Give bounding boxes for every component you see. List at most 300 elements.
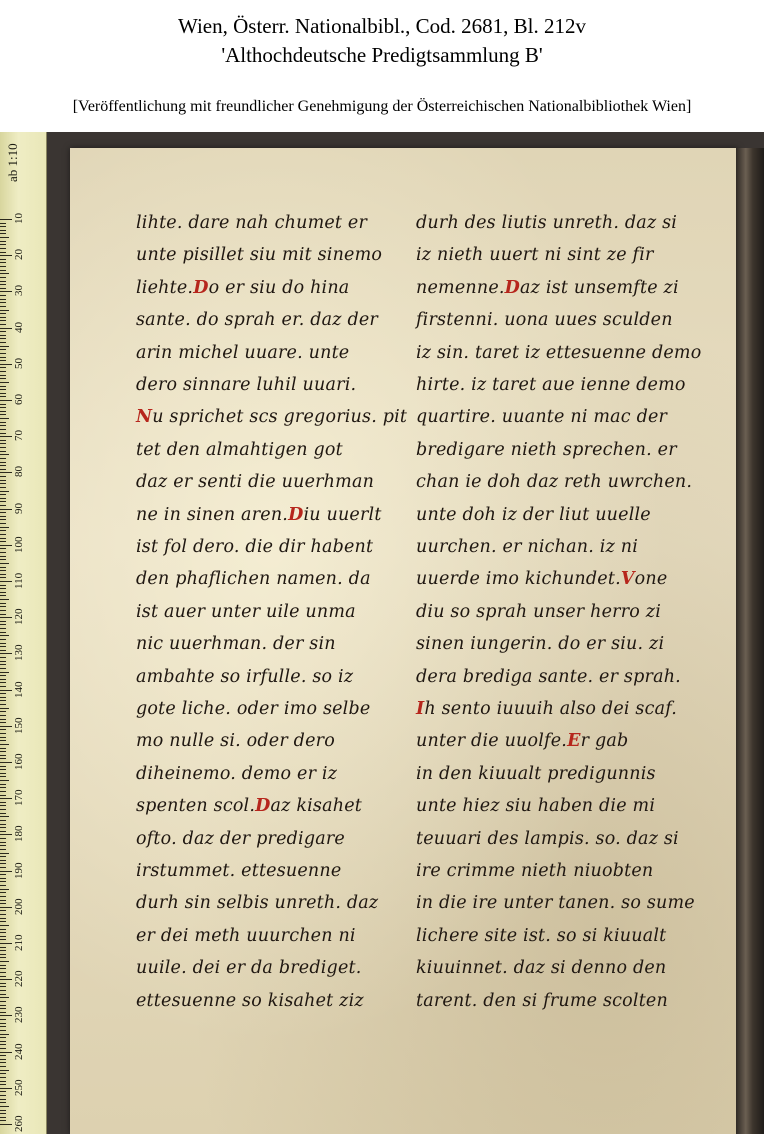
ruler-tick: [0, 914, 6, 915]
ruler-tick: [0, 805, 6, 806]
ruler-tick: [0, 371, 6, 372]
ruler-tick: [0, 892, 6, 893]
manuscript-line: [416, 694, 677, 724]
ruler-tick: [0, 939, 6, 940]
ruler-tick: [0, 1026, 6, 1027]
line-text: nic uuerhman. der sin: [136, 634, 336, 655]
ruler-tick: [0, 1055, 6, 1056]
ruler-tick: [0, 299, 6, 300]
ruler-tick: [0, 259, 6, 260]
line-text: ist fol dero. die dir habent: [136, 537, 374, 557]
ruler-tick: [0, 1095, 6, 1096]
ruler-tick: [0, 556, 6, 557]
ruler-tick: [0, 574, 6, 575]
ruler-tick: [0, 436, 12, 437]
ruler-tick: [0, 968, 6, 969]
ruler-tick: [0, 498, 6, 499]
ruler-tick: [0, 454, 9, 455]
ruler-tick: [0, 1077, 6, 1078]
line-text: durh sin selbis unreth. daz: [136, 893, 379, 914]
manuscript-line: [136, 305, 378, 335]
ruler-tick: [0, 842, 6, 843]
line-text: sante. do sprah er. daz der: [136, 310, 378, 331]
ruler-tick: [0, 360, 6, 361]
ruler-tick: [0, 733, 6, 734]
manuscript-line: [136, 467, 374, 497]
ruler-tick: [0, 472, 12, 473]
line-text: diu so sprah unser herro zi: [416, 601, 662, 622]
manuscript-line: [416, 597, 661, 627]
ruler-tick: [0, 672, 9, 673]
ruler-tick: [0, 700, 6, 701]
ruler-tick: [0, 505, 6, 506]
ruler-tick: [0, 664, 6, 665]
ruler-tick: [0, 635, 9, 636]
ruler-tick: [0, 1102, 6, 1103]
ruler-tick: [0, 494, 6, 495]
ruler-tick: [0, 414, 6, 415]
ruler-tick: [0, 824, 6, 825]
manuscript-line: [416, 629, 664, 659]
line-text: az ist unsemfte zi: [520, 277, 679, 298]
manuscript-line: [416, 564, 667, 594]
manuscript-line: [416, 240, 654, 270]
line-text: u sprichet scs gregorius. pit: [152, 407, 408, 428]
ruler-tick: [0, 1113, 6, 1114]
ruler-tick: [0, 1008, 6, 1009]
ruler-tick: [0, 244, 6, 245]
ruler-number: 210: [13, 934, 25, 952]
measuring-ruler: [0, 132, 47, 1134]
ruler-tick: [0, 255, 12, 256]
manuscript-line: [416, 467, 692, 497]
ruler-number: 130: [13, 645, 25, 662]
ruler-tick: [0, 487, 6, 488]
ruler-tick: [0, 288, 6, 289]
ruler-tick: [0, 603, 6, 604]
ruler-tick: [0, 668, 6, 669]
line-text: iz nieth uuert ni sint ze fir: [416, 245, 654, 266]
line-text: uurchen. er nichan. iz ni: [416, 537, 639, 557]
ruler-tick: [0, 867, 6, 868]
ruler-tick: [0, 364, 12, 365]
line-text: ambahte so irfulle. so iz: [136, 666, 354, 687]
ruler-tick: [0, 219, 12, 220]
rubric-initial: N: [136, 407, 153, 428]
ruler-tick: [0, 802, 6, 803]
ruler-tick: [0, 331, 6, 332]
ruler-tick: [0, 729, 6, 730]
ruler-tick: [0, 230, 6, 231]
ruler-tick: [0, 690, 12, 691]
ruler-number: 140: [13, 681, 25, 698]
ruler-tick: [0, 1084, 6, 1085]
ruler-tick: [0, 972, 6, 973]
ruler-tick: [0, 1015, 12, 1016]
ruler-tick: [0, 834, 12, 835]
page-title: Wien, Österr. Nationalbibl., Cod. 2681, Bl. 212v: [177, 14, 587, 38]
manuscript-line: [416, 662, 681, 692]
line-text: unte hiez siu haben die mi: [416, 796, 656, 817]
manuscript-line: [136, 791, 362, 821]
ruler-tick: [0, 349, 6, 350]
left-text-column: [136, 208, 416, 1028]
ruler-tick: [0, 541, 6, 542]
ruler-tick: [0, 418, 9, 419]
ruler-tick: [0, 501, 6, 502]
ruler-tick: [0, 697, 6, 698]
manuscript-line: [416, 402, 667, 432]
ruler-tick: [0, 748, 6, 749]
ruler-number: 160: [13, 753, 25, 771]
line-text: dera brediga sante. er sprah.: [416, 666, 681, 687]
line-text: daz er senti die uuerhman: [136, 472, 375, 493]
ruler-tick: [0, 1124, 12, 1125]
ruler-tick: [0, 400, 12, 401]
ruler-tick: [0, 1041, 6, 1042]
line-text: hirte. iz taret aue ienne demo: [416, 375, 686, 395]
ruler-tick: [0, 248, 6, 249]
ruler-tick: [0, 447, 6, 448]
ruler-tick: [0, 650, 6, 651]
manuscript-line: [136, 953, 362, 983]
ruler-tick: [0, 878, 6, 879]
ruler-tick: [0, 610, 6, 611]
ruler-number: 250: [13, 1079, 25, 1097]
ruler-tick: [0, 617, 12, 618]
ruler-tick: [0, 1012, 6, 1013]
ruler-tick: [0, 1001, 6, 1002]
line-text: arin michel uuare. unte: [136, 342, 350, 363]
ruler-tick: [0, 1037, 6, 1038]
manuscript-line: [416, 305, 673, 335]
ruler-tick: [0, 396, 6, 397]
ruler-tick: [0, 563, 9, 564]
line-text: chan ie doh daz reth uwrchen.: [416, 472, 693, 493]
ruler-tick: [0, 693, 6, 694]
line-text: in den kiuualt predigunnis: [416, 763, 656, 784]
line-text: firstenni. uona uues sculden: [416, 310, 673, 331]
ruler-tick: [0, 585, 6, 586]
ruler-tick: [0, 1062, 6, 1063]
ruler-tick: [0, 932, 6, 933]
ruler-tick: [0, 310, 9, 311]
ruler-tick: [0, 653, 12, 654]
ruler-tick: [0, 548, 6, 549]
ruler-tick: [0, 632, 6, 633]
line-text: er dei meth uuurchen ni: [136, 925, 356, 946]
line-text: ist auer unter uile unma: [136, 601, 356, 622]
ruler-tick: [0, 357, 6, 358]
line-text: den phaflichen namen. da: [136, 569, 371, 590]
line-text: az kisahet: [270, 796, 363, 817]
line-text: uuile. dei er da brediget.: [136, 958, 362, 979]
ruler-tick: [0, 512, 6, 513]
ruler-tick: [0, 860, 6, 861]
manuscript-line: [136, 662, 353, 692]
line-text: ofto. daz der predigare: [136, 828, 345, 849]
line-text: iz sin. taret iz ettesuenne demo: [416, 342, 702, 363]
rubric-initial: I: [416, 699, 425, 719]
manuscript-line: [136, 273, 349, 303]
ruler-tick: [0, 1117, 6, 1118]
ruler-tick: [0, 910, 6, 911]
ruler-tick: [0, 708, 9, 709]
manuscript-line: [416, 856, 653, 886]
ruler-tick: [0, 313, 6, 314]
line-text: lihte. dare nah chumet er: [136, 213, 368, 233]
ruler-tick: [0, 328, 12, 329]
line-text: ne in sinen aren.: [136, 504, 289, 525]
ruler-tick: [0, 570, 6, 571]
ruler-tick: [0, 715, 6, 716]
manuscript-line: [416, 208, 677, 238]
ruler-tick: [0, 335, 6, 336]
ruler-tick: [0, 657, 6, 658]
ruler-tick: [0, 534, 6, 535]
ruler-tick: [0, 266, 6, 267]
ruler-scale-label: ab 1:10: [5, 143, 20, 182]
manuscript-line: [136, 208, 367, 238]
ruler-tick: [0, 538, 6, 539]
manuscript-line: [416, 824, 679, 854]
ruler-tick: [0, 679, 6, 680]
ruler-tick: [0, 1081, 6, 1082]
ruler-tick: [0, 1091, 6, 1092]
rubric-initial: D: [193, 277, 209, 298]
ruler-tick: [0, 947, 6, 948]
ruler-tick: [0, 686, 6, 687]
ruler-tick: [0, 338, 6, 339]
ruler-tick: [0, 262, 6, 263]
ruler-tick: [0, 411, 6, 412]
ruler-tick: [0, 961, 9, 962]
ruler-tick: [0, 990, 6, 991]
manuscript-line: [136, 435, 343, 465]
ruler-tick: [0, 306, 6, 307]
permission-note: [Veröffentlichung mit freundlicher Genehmigung der Österreichischen Nationalbibliothek Wien]: [72, 98, 692, 115]
ruler-tick: [0, 527, 9, 528]
ruler-tick: [0, 784, 6, 785]
ruler-tick: [0, 346, 9, 347]
manuscript-line: [136, 240, 382, 270]
ruler-tick: [0, 769, 6, 770]
ruler-tick: [0, 965, 6, 966]
ruler-tick: [0, 425, 6, 426]
ruler-tick: [0, 950, 6, 951]
ruler-tick: [0, 758, 6, 759]
ruler-tick: [0, 751, 6, 752]
ruler-number: 60: [13, 394, 25, 406]
ruler-tick: [0, 595, 6, 596]
ruler-tick: [0, 530, 6, 531]
ruler-tick: [0, 722, 6, 723]
ruler-tick: [0, 1023, 6, 1024]
ruler-tick: [0, 628, 6, 629]
ruler-tick: [0, 711, 6, 712]
ruler-tick: [0, 816, 9, 817]
ruler-tick: [0, 994, 6, 995]
ruler-tick: [0, 943, 12, 944]
ruler-tick: [0, 599, 9, 600]
ruler-number: 20: [13, 249, 25, 261]
right-text-column: [416, 208, 736, 1028]
ruler-tick: [0, 226, 6, 227]
ruler-tick: [0, 393, 6, 394]
line-text: iu uuerlt: [303, 504, 382, 525]
ruler-number: 200: [13, 898, 25, 916]
ruler-tick: [0, 1044, 6, 1045]
ruler-tick: [0, 907, 12, 908]
ruler-tick: [0, 809, 6, 810]
ruler-tick: [0, 389, 6, 390]
manuscript-line: [136, 986, 364, 1016]
ruler-tick: [0, 1052, 12, 1053]
ruler-number: 180: [13, 826, 25, 843]
ruler-tick: [0, 581, 12, 582]
ruler-tick: [0, 885, 6, 886]
ruler-tick: [0, 1019, 6, 1020]
ruler-tick: [0, 900, 6, 901]
page-subtitle: 'Althochdeutsche Predigtsammlung B': [221, 43, 543, 67]
ruler-tick: [0, 469, 6, 470]
ruler-tick: [0, 559, 6, 560]
ruler-tick: [0, 787, 6, 788]
manuscript-line: [416, 986, 668, 1016]
ruler-tick: [0, 273, 9, 274]
ruler-tick: [0, 422, 6, 423]
ruler-tick: [0, 320, 6, 321]
ruler-tick: [0, 856, 6, 857]
manuscript-line: [136, 629, 336, 659]
ruler-tick: [0, 516, 6, 517]
ruler-tick: [0, 881, 6, 882]
manuscript-line: [416, 370, 686, 400]
line-text: unte pisillet siu mit sinemo: [136, 245, 383, 266]
manuscript-photo: [0, 132, 764, 1134]
line-text: uuerde imo kichundet.: [416, 569, 621, 590]
ruler-tick: [0, 284, 6, 285]
binding-gutter: [736, 148, 764, 1134]
ruler-tick: [0, 624, 6, 625]
ruler-tick: [0, 1073, 6, 1074]
ruler-tick: [0, 983, 6, 984]
ruler-tick: [0, 1059, 6, 1060]
line-text: h sento iuuuih also dei scaf.: [424, 699, 678, 719]
ruler-tick: [0, 277, 6, 278]
ruler-tick: [0, 476, 6, 477]
ruler-number: 220: [13, 970, 25, 988]
ruler-tick: [0, 979, 12, 980]
rubric-initial: E: [567, 731, 581, 752]
ruler-tick: [0, 921, 6, 922]
rubric-initial: V: [620, 569, 635, 590]
manuscript-line: [416, 791, 655, 821]
ruler-tick: [0, 382, 9, 383]
ruler-tick: [0, 404, 6, 405]
ruler-tick: [0, 773, 6, 774]
ruler-tick: [0, 780, 9, 781]
manuscript-line: [416, 532, 638, 562]
manuscript-line: [416, 953, 666, 983]
manuscript-line: [416, 435, 677, 465]
line-text: ettesuenne so kisahet ziz: [136, 990, 364, 1011]
line-text: kiuuinnet. daz si denno den: [416, 958, 667, 979]
ruler-tick: [0, 429, 6, 430]
ruler-tick: [0, 458, 6, 459]
line-text: liehte.: [136, 277, 194, 298]
manuscript-line: [136, 824, 345, 854]
line-text: diheinemo. demo er iz: [136, 763, 338, 784]
ruler-tick: [0, 889, 9, 890]
manuscript-line: [416, 921, 666, 951]
ruler-tick: [0, 483, 6, 484]
line-text: sinen iungerin. do er siu. zi: [416, 634, 665, 655]
rubric-initial: D: [255, 796, 271, 817]
line-text: durh des liutis unreth. daz si: [416, 213, 678, 233]
ruler-tick: [0, 592, 6, 593]
ruler-tick: [0, 871, 12, 872]
ruler-tick: [0, 845, 6, 846]
ruler-number: 190: [13, 862, 25, 879]
ruler-tick: [0, 386, 6, 387]
ruler-tick: [0, 798, 12, 799]
ruler-number: 80: [13, 466, 25, 478]
ruler-tick: [0, 1106, 9, 1107]
ruler-tick: [0, 766, 6, 767]
ruler-tick: [0, 813, 6, 814]
manuscript-line: [136, 759, 337, 789]
line-text: irstummet. ettesuenne: [136, 861, 342, 881]
manuscript-line: [416, 273, 679, 303]
line-text: bredigare nieth sprechen. er: [416, 439, 677, 460]
ruler-tick: [0, 744, 9, 745]
ruler-tick: [0, 451, 6, 452]
ruler-tick: [0, 704, 6, 705]
manuscript-line: [136, 856, 341, 886]
manuscript-line: [416, 759, 656, 789]
ruler-tick: [0, 849, 6, 850]
ruler-tick: [0, 295, 6, 296]
ruler-tick: [0, 682, 6, 683]
ruler-number: 40: [13, 322, 25, 334]
line-text: ire crimme nieth niuobten: [416, 861, 654, 881]
ruler-tick: [0, 1048, 6, 1049]
ruler-tick: [0, 1120, 6, 1121]
ruler-tick: [0, 509, 12, 510]
ruler-tick: [0, 1088, 12, 1089]
line-text: one: [634, 569, 668, 590]
line-text: lichere site ist. so si kiuualt: [416, 925, 667, 946]
ruler-tick: [0, 270, 6, 271]
ruler-number: 100: [13, 536, 25, 554]
ruler-tick: [0, 302, 6, 303]
ruler-tick: [0, 1066, 6, 1067]
ruler-tick: [0, 233, 6, 234]
ruler-tick: [0, 737, 6, 738]
parchment-leaf: [70, 148, 738, 1134]
ruler-tick: [0, 317, 6, 318]
ruler-tick: [0, 1099, 6, 1100]
ruler-tick: [0, 462, 6, 463]
ruler-tick: [0, 378, 6, 379]
manuscript-line: [136, 532, 373, 562]
line-text: unte doh iz der liut uuelle: [416, 504, 651, 525]
ruler-tick: [0, 954, 6, 955]
ruler-number: 30: [13, 285, 25, 297]
ruler-tick: [0, 1070, 9, 1071]
line-text: gote liche. oder imo selbe: [136, 699, 371, 719]
